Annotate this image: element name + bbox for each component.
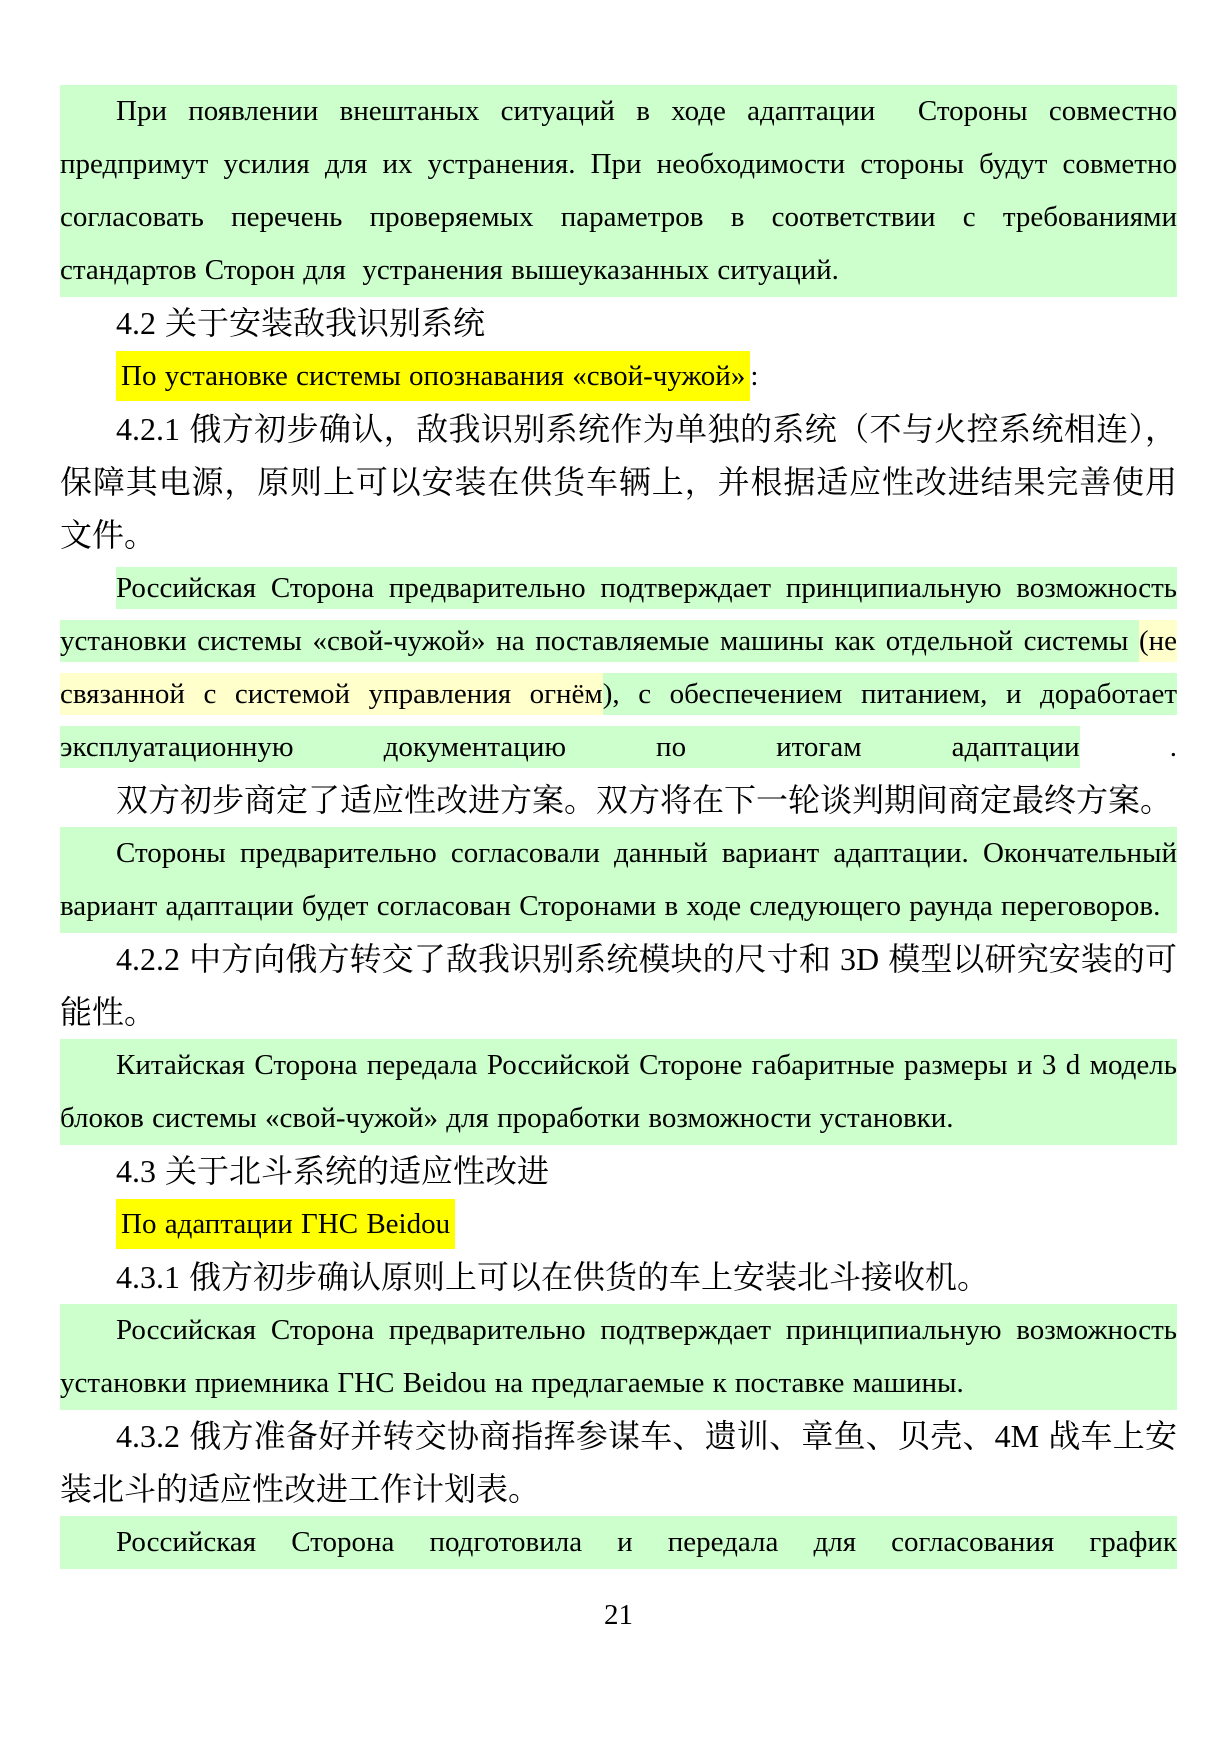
paragraph-zh-4-3-1	[60, 1251, 1177, 1304]
text-segment: Китайская Сторона передала Российской Стороне габаритные размеры и 3 d модель блоков системы «свой-чужой» для проработки возможности установки.	[60, 1049, 1177, 1134]
paragraph-ru-schedule	[60, 1516, 1177, 1569]
text-segment: 4.2.2 中方向俄方转交了敌我识别系统模块的尺寸和 3D 模型以研究安装的可能性。	[60, 941, 1177, 1030]
highlighted-text-segment: Российская Сторона предварительно подтверждает принципиальную возможность установки системы «свой-чужой» на поставляемые машины как отдельной системы	[60, 567, 1177, 662]
paragraph-ru-incident-resolution	[60, 85, 1177, 297]
paragraph-zh-4-3-2	[60, 1410, 1177, 1516]
paragraph-ru-adaptation-agreement	[60, 827, 1177, 933]
paragraph-zh-4-2-1	[60, 403, 1177, 562]
heading-zh-4-3-beidou	[60, 1145, 1177, 1198]
text-segment: Стороны предварительно согласовали данный вариант адаптации. Окончательный вариант адаптации будет согласован Сторонами в ходе следующего раунда переговоров.	[60, 837, 1177, 922]
paragraph-zh-4-2-2	[60, 933, 1177, 1039]
paragraph-zh-adaptation-plan	[60, 774, 1177, 827]
paragraph-ru-dimensions-3d	[60, 1039, 1177, 1145]
text-segment: 4.3.1 俄方初步确认原则上可以在供货的车上安装北斗接收机。	[116, 1259, 990, 1295]
highlighted-text-segment: ), с обеспечением питанием, и доработает эксплуатационную документацию по итогам адаптации	[60, 673, 1177, 768]
text-segment: Российская Сторона предварительно подтверждает принципиальную возможность установки приемника ГНС Beidou на предлагаемые к поставке машины.	[60, 1314, 1177, 1399]
text-segment: :	[750, 360, 759, 392]
text-segment: 4.3 关于北斗系统的适应性改进	[116, 1153, 550, 1189]
highlighted-text-segment: (не связанной с системой управления огнём	[60, 620, 1177, 715]
paragraph-ru-beidou-confirmation	[60, 1304, 1177, 1410]
text-segment: Российская Сторона подготовила и передала для согласования график	[116, 1526, 1177, 1558]
page-number: 21	[604, 1599, 633, 1631]
highlighted-text-segment: По установке системы опознавания «свой-чужой»	[116, 351, 750, 401]
heading-zh-4-2-iff-system	[60, 297, 1177, 350]
paragraph-ru-iff-confirmation	[60, 562, 1177, 774]
highlighted-text-segment: По адаптации ГНС Beidou	[116, 1199, 455, 1249]
text-segment: 4.2.1 俄方初步确认，敌我识别系统作为单独的系统（不与火控系统相连），保障其电源，原则上可以安装在供货车辆上，并根据适应性改进结果完善使用文件。	[60, 411, 1177, 553]
paragraph-ru-iff-heading	[60, 350, 1177, 403]
text-segment: .	[1079, 731, 1178, 763]
document-body	[60, 85, 1177, 1642]
text-segment: 4.2 关于安装敌我识别系统	[116, 305, 486, 341]
text-segment: 双方初步商定了适应性改进方案。双方将在下一轮谈判期间商定最终方案。	[116, 782, 1173, 818]
paragraph-ru-beidou-heading	[60, 1198, 1177, 1251]
text-segment: При появлении внештаных ситуаций в ходе адаптации Стороны совместно предпримут усилия для их устранения. При необходимости стороны будут совметно согласовать перечень проверяемых параметров в соответствии с требованиями стандартов Сторон для устранения вышеуказанных ситуаций.	[60, 95, 1177, 286]
text-segment: 4.3.2 俄方准备好并转交协商指挥参谋车、遗训、章鱼、贝壳、4M 战车上安装北斗的适应性改进工作计划表。	[60, 1418, 1177, 1507]
